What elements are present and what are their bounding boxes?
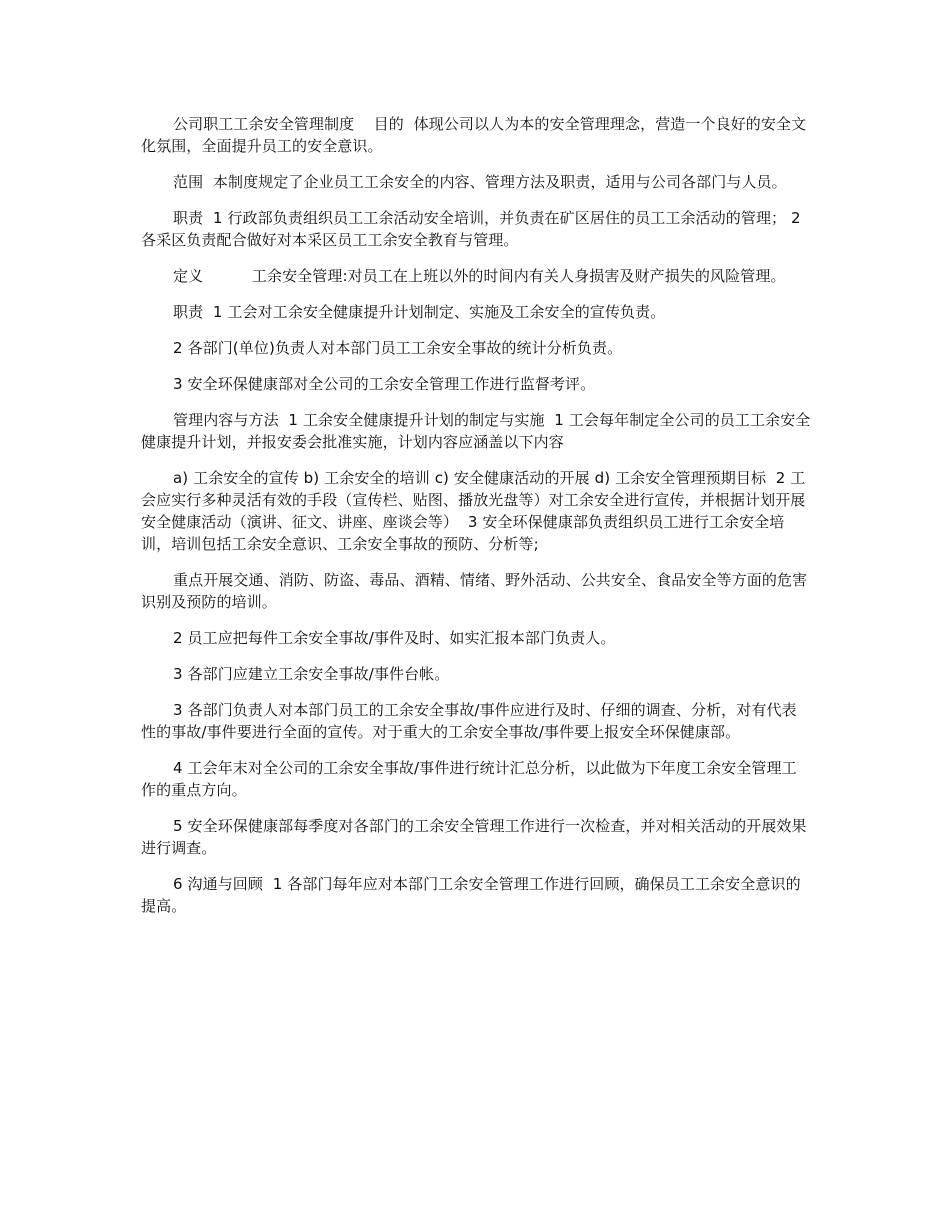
paragraph-review: 6 沟通与回顾 1 各部门每年应对本部门工余安全管理工作进行回顾，确保员工工余安全意识的提高。 xyxy=(141,875,801,915)
document-body xyxy=(141,113,811,931)
paragraph-annual-analysis: 4 工会年末对全公司的工余安全事故/事件进行统计汇总分析，以此做为下年度工余安全管理工作的重点方向。 xyxy=(141,759,797,799)
paragraph-management-content: 管理内容与方法 1 工余安全健康提升计划的制定与实施 1 工会每年制定全公司的员工工余安全健康提升计划，并报安委会批准实施，计划内容应涵盖以下内容 xyxy=(141,411,811,451)
paragraph-responsibility-union: 职责 1 工会对工余安全健康提升计划制定、实施及工余安全的宣传负责。 xyxy=(173,303,666,321)
paragraph-training-focus: 重点开展交通、消防、防盗、毒品、酒精、情绪、野外活动、公共安全、食品安全等方面的危害识别及预防的培训。 xyxy=(141,571,808,611)
paragraph-incident-investigation: 3 各部门负责人对本部门员工的工余安全事故/事件应进行及时、仔细的调查、分析，对有代表性的事故/事件要进行全面的宣传。对于重大的工余安全事故/事件要上报安全环保健康部。 xyxy=(141,701,797,741)
paragraph-department-heads: 2 各部门(单位)负责人对本部门员工工余安全事故的统计分析负责。 xyxy=(173,339,623,357)
paragraph-responsibility-admin: 职责 1 行政部负责组织员工工余活动安全培训，并负责在矿区居住的员工工余活动的管理； 2 各采区负责配合做好对本采区员工工余安全教育与管理。 xyxy=(141,209,806,249)
paragraph-purpose: 公司职工工余安全管理制度 目的 体现公司以人为本的安全管理理念，营造一个良好的安全文化氛围，全面提升员工的安全意识。 xyxy=(141,115,807,155)
paragraph-report-incidents: 2 员工应把每件工余安全事故/事件及时、如实汇报本部门负责人。 xyxy=(173,629,616,647)
paragraph-safety-dept-review: 3 安全环保健康部对全公司的工余安全管理工作进行监督考评。 xyxy=(173,375,596,393)
paragraph-incident-ledger: 3 各部门应建立工余安全事故/事件台帐。 xyxy=(173,665,450,683)
paragraph-scope: 范围 本制度规定了企业员工工余安全的内容、管理方法及职责，适用与公司各部门与人员。 xyxy=(173,173,787,191)
paragraph-plan-items: a) 工余安全的宣传 b) 工余安全的培训 c) 安全健康活动的开展 d) 工余安全管理预期目标 2 工会应实行多种灵活有效的手段（宣传栏、贴图、播放光盘等）对工余安全进行宣传，并根据计划开展安全健康活动（演讲、征文、讲座、座谈会等） 3 安全环保健康部负责组织员工进行工余安全培训，培训包括工余安全意识、工余安全事故的预防、分析等; xyxy=(141,469,806,553)
paragraph-definition: 定义 工余安全管理:对员工在上班以外的时间内有关人身损害及财产损失的风险管理。 xyxy=(173,267,786,285)
paragraph-quarterly-inspection: 5 安全环保健康部每季度对各部门的工余安全管理工作进行一次检查，并对相关活动的开展效果进行调查。 xyxy=(141,817,807,857)
